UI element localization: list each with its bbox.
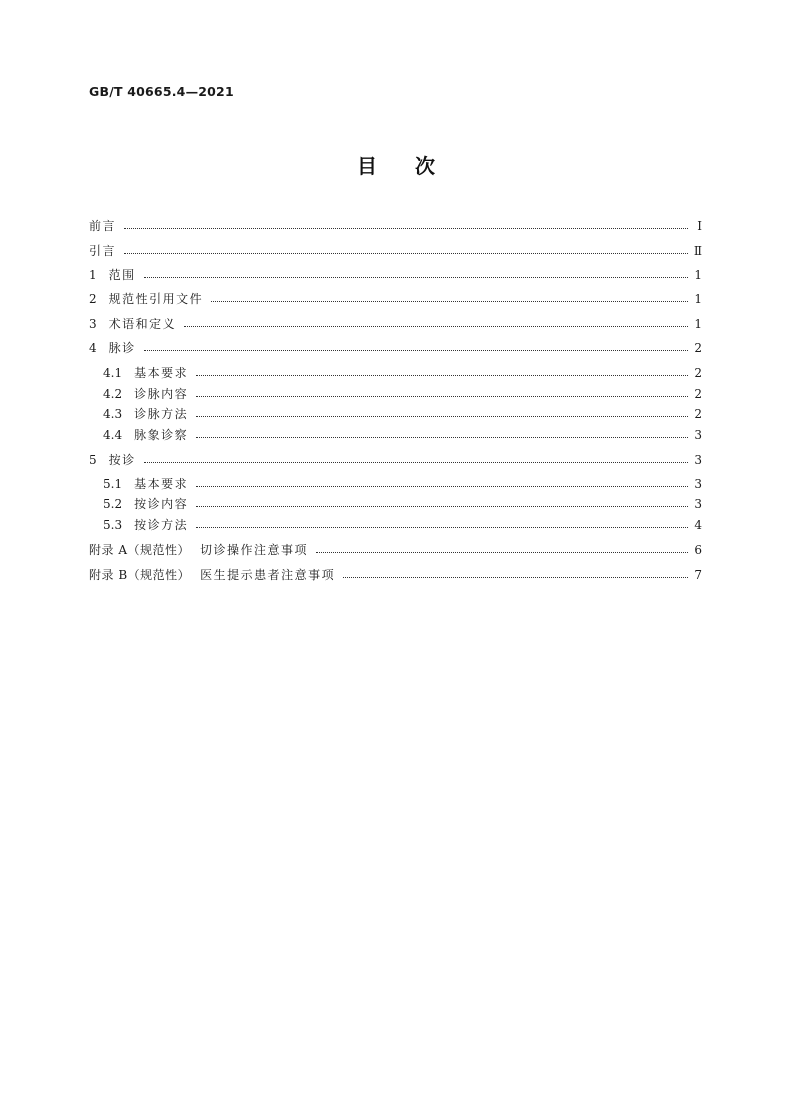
toc-entry-page-number: 3: [694, 428, 702, 442]
toc-dot-leader: [196, 395, 688, 397]
toc-entry-label: 基本要求: [134, 477, 189, 491]
toc-entry-page-number: Ⅰ: [697, 219, 702, 233]
toc-entry-page-number: Ⅱ: [693, 244, 702, 258]
toc-entry-number: 4.2: [103, 387, 123, 401]
toc-dot-leader: [196, 374, 688, 376]
toc-entry[interactable]: [89, 565, 702, 585]
toc-entry[interactable]: [89, 450, 702, 470]
toc-entry-page-number: 4: [694, 518, 702, 532]
toc-entry-label: 按诊方法: [134, 518, 189, 532]
toc-entry-label: 脉象诊察: [134, 428, 189, 442]
toc-entry-number: 5: [89, 453, 97, 467]
toc-dot-leader: [184, 325, 688, 327]
toc-entry-label: 前言: [89, 219, 117, 233]
toc-entry-annex-prefix: 附录 A（规范性）: [89, 543, 190, 557]
toc-entry-number: 5.3: [103, 518, 123, 532]
toc-dot-leader: [196, 526, 688, 528]
standard-code: GB/T 40665.4—2021: [89, 84, 234, 99]
toc-dot-leader: [211, 300, 688, 302]
toc-entry-label: 切诊操作注意事项: [199, 543, 308, 557]
toc-entry-number: 4.4: [103, 428, 123, 442]
toc-entry[interactable]: [89, 265, 702, 285]
toc-entry[interactable]: [103, 425, 702, 445]
toc-dot-leader: [144, 349, 688, 351]
toc-entry-label: 按诊: [108, 453, 136, 467]
toc-entry-page-number: 2: [694, 407, 702, 421]
toc-entry-label: 诊脉方法: [134, 407, 189, 421]
toc-entry[interactable]: [89, 241, 702, 261]
toc-dot-leader: [196, 436, 688, 438]
toc-entry-number: 5.1: [103, 477, 123, 491]
toc-entry-number: 3: [89, 317, 97, 331]
toc-entry-page-number: 3: [694, 453, 702, 467]
toc-entry-page-number: 6: [694, 543, 702, 557]
toc-entry-label: 规范性引用文件: [108, 292, 204, 306]
toc-entry-label: 基本要求: [134, 366, 189, 380]
toc-dot-leader: [144, 276, 688, 278]
toc-entry-label: 术语和定义: [108, 317, 177, 331]
toc-entry-label: 医生提示患者注意事项: [200, 568, 336, 582]
toc-dot-leader: [124, 252, 688, 254]
toc-entry-label: 引言: [89, 244, 117, 258]
toc-entry-page-number: 3: [694, 497, 702, 511]
toc-entry-number: 5.2: [103, 497, 123, 511]
toc-entry-number: 4: [89, 341, 97, 355]
toc-entry-label: 范围: [108, 268, 136, 282]
toc-entry-annex-prefix: 附录 B（规范性）: [89, 568, 191, 582]
toc-entry-number: 2: [89, 292, 97, 306]
toc-entry-number: 4.1: [103, 366, 123, 380]
toc-entry[interactable]: [103, 384, 702, 404]
toc-entry[interactable]: [89, 540, 702, 560]
toc-entry[interactable]: [103, 515, 702, 535]
toc-dot-leader: [124, 227, 688, 229]
toc-entry-label: 脉诊: [108, 341, 136, 355]
toc-dot-leader: [196, 505, 688, 507]
toc-entry-number: 4.3: [103, 407, 123, 421]
page-title: 目次: [357, 154, 473, 178]
toc-entry[interactable]: [103, 404, 702, 424]
toc-dot-leader: [196, 485, 688, 487]
toc-entry-number: 1: [89, 268, 97, 282]
toc-entry-page-number: 1: [694, 317, 702, 331]
toc-entry[interactable]: [89, 338, 702, 358]
toc-entry-label: 诊脉内容: [134, 387, 189, 401]
toc-entry[interactable]: [103, 363, 702, 383]
toc-entry[interactable]: [103, 494, 702, 514]
toc-entry-page-number: 2: [694, 387, 702, 401]
toc-entry[interactable]: [89, 289, 702, 309]
toc-entry[interactable]: [89, 216, 702, 236]
toc-entry[interactable]: [103, 474, 702, 494]
toc-entry-label: 按诊内容: [134, 497, 189, 511]
toc-dot-leader: [196, 415, 688, 417]
toc-entry-page-number: 7: [694, 568, 702, 582]
toc-entry-page-number: 1: [694, 292, 702, 306]
toc-dot-leader: [144, 461, 688, 463]
toc-entry-page-number: 2: [694, 366, 702, 380]
toc-dot-leader: [316, 551, 688, 553]
toc-entry-page-number: 2: [694, 341, 702, 355]
toc-entry-page-number: 1: [694, 268, 702, 282]
toc-dot-leader: [343, 576, 688, 578]
toc-entry-page-number: 3: [694, 477, 702, 491]
toc-entry[interactable]: [89, 314, 702, 334]
